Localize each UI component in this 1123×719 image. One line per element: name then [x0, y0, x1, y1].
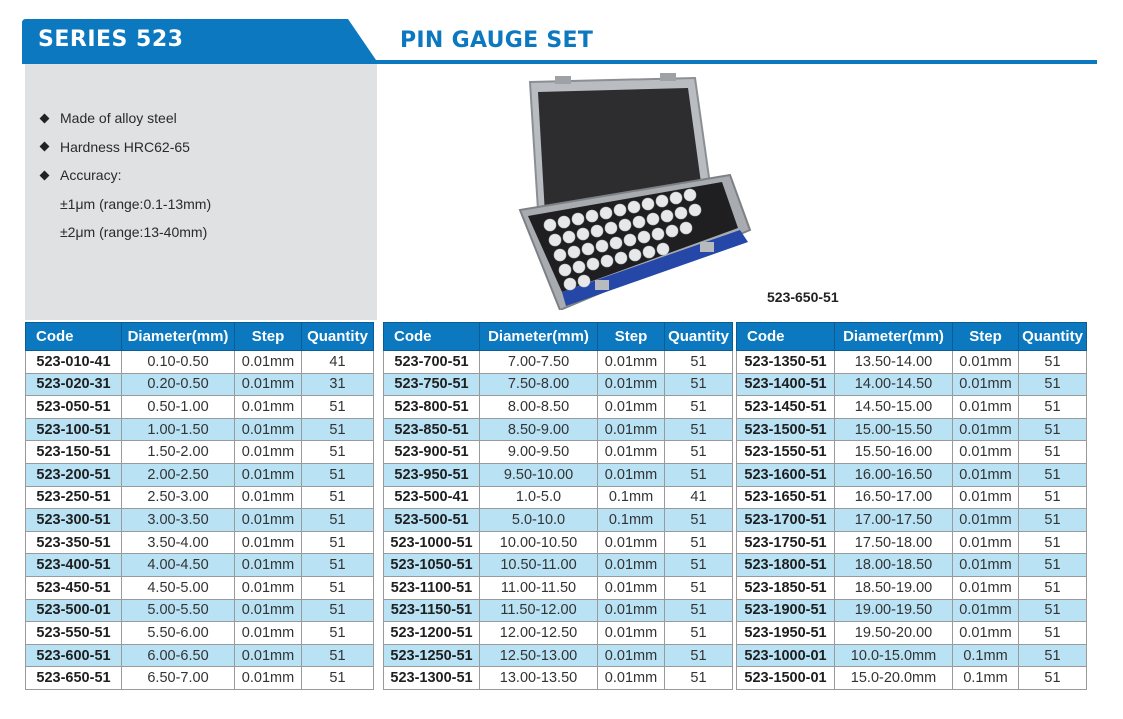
table-row	[737, 599, 1087, 622]
cell-code: 523-1000-01	[737, 644, 835, 667]
cell-code: 523-850-51	[384, 418, 480, 441]
table-row	[384, 351, 733, 374]
cell-quantity: 51	[1019, 373, 1087, 396]
cell-code: 523-1250-51	[384, 644, 480, 667]
cell-step: 0.01mm	[953, 373, 1019, 396]
cell-step: 0.01mm	[598, 351, 665, 374]
cell-quantity: 51	[1019, 576, 1087, 599]
cell-quantity: 51	[1019, 531, 1087, 554]
cell-step: 0.01mm	[598, 667, 665, 690]
table-row	[384, 576, 733, 599]
cell-diameter: 15.0-20.0mm	[835, 667, 953, 690]
cell-diameter: 18.50-19.00	[835, 576, 953, 599]
cell-quantity: 51	[1019, 396, 1087, 419]
series-label: SERIES 523	[38, 27, 184, 52]
cell-code: 523-1050-51	[384, 554, 480, 577]
cell-quantity: 41	[302, 351, 374, 374]
cell-step: 0.01mm	[598, 531, 665, 554]
cell-diameter: 10.50-11.00	[480, 554, 598, 577]
cell-step: 0.01mm	[953, 531, 1019, 554]
table-row	[737, 441, 1087, 464]
cell-diameter: 9.50-10.00	[480, 463, 598, 486]
col-header-step: Step	[235, 323, 302, 351]
cell-diameter: 2.50-3.00	[122, 486, 235, 509]
col-header-quantity: Quantity	[302, 323, 374, 351]
cell-quantity: 51	[665, 576, 733, 599]
table-row	[26, 373, 374, 396]
cell-step: 0.01mm	[235, 554, 302, 577]
cell-code: 523-700-51	[384, 351, 480, 374]
cell-code: 523-950-51	[384, 463, 480, 486]
cell-step: 0.01mm	[235, 576, 302, 599]
table-row	[737, 531, 1087, 554]
cell-code: 523-450-51	[26, 576, 122, 599]
cell-code: 523-050-51	[26, 396, 122, 419]
cell-quantity: 51	[1019, 509, 1087, 532]
cell-step: 0.01mm	[598, 373, 665, 396]
table-row	[384, 509, 733, 532]
table-row	[384, 667, 733, 690]
cell-code: 523-1950-51	[737, 622, 835, 645]
cell-step: 0.01mm	[953, 396, 1019, 419]
cell-code: 523-1100-51	[384, 576, 480, 599]
cell-diameter: 17.00-17.50	[835, 509, 953, 532]
table-row	[26, 463, 374, 486]
cell-diameter: 12.50-13.00	[480, 644, 598, 667]
cell-code: 523-1500-51	[737, 418, 835, 441]
cell-code: 523-750-51	[384, 373, 480, 396]
cell-diameter: 8.00-8.50	[480, 396, 598, 419]
cell-diameter: 1.00-1.50	[122, 418, 235, 441]
cell-diameter: 0.10-0.50	[122, 351, 235, 374]
cell-quantity: 51	[665, 418, 733, 441]
feature-item: Made of alloy steel	[38, 104, 211, 133]
feature-subitem: ±2μm (range:13-40mm)	[60, 224, 208, 241]
cell-step: 0.01mm	[953, 463, 1019, 486]
cell-quantity: 51	[665, 373, 733, 396]
cell-code: 523-1450-51	[737, 396, 835, 419]
cell-code: 523-800-51	[384, 396, 480, 419]
table-row	[384, 463, 733, 486]
col-header-code: Code	[384, 323, 480, 351]
table-row	[384, 599, 733, 622]
table-row	[737, 554, 1087, 577]
spec-table-3	[736, 322, 1087, 690]
cell-quantity: 51	[665, 644, 733, 667]
table-row	[737, 351, 1087, 374]
cell-code: 523-1600-51	[737, 463, 835, 486]
cell-quantity: 51	[1019, 463, 1087, 486]
cell-step: 0.01mm	[953, 554, 1019, 577]
table-row	[737, 373, 1087, 396]
table-row	[384, 622, 733, 645]
table-row	[737, 644, 1087, 667]
table-row	[737, 396, 1087, 419]
col-header-step: Step	[953, 323, 1019, 351]
cell-diameter: 3.00-3.50	[122, 509, 235, 532]
cell-diameter: 4.00-4.50	[122, 554, 235, 577]
cell-quantity: 51	[665, 441, 733, 464]
table-header-row	[384, 323, 733, 351]
cell-step: 0.01mm	[235, 351, 302, 374]
cell-step: 0.01mm	[235, 599, 302, 622]
table-row	[384, 418, 733, 441]
cell-diameter: 5.0-10.0	[480, 509, 598, 532]
cell-code: 523-1850-51	[737, 576, 835, 599]
cell-code: 523-500-51	[384, 509, 480, 532]
cell-step: 0.1mm	[598, 509, 665, 532]
cell-quantity: 51	[302, 463, 374, 486]
table-row	[26, 644, 374, 667]
cell-diameter: 15.50-16.00	[835, 441, 953, 464]
cell-diameter: 10.00-10.50	[480, 531, 598, 554]
cell-quantity: 51	[302, 576, 374, 599]
cell-code: 523-1200-51	[384, 622, 480, 645]
table-row	[26, 486, 374, 509]
diamond-bullet-icon	[40, 142, 50, 152]
cell-code: 523-400-51	[26, 554, 122, 577]
cell-code: 523-650-51	[26, 667, 122, 690]
cell-quantity: 51	[302, 396, 374, 419]
cell-step: 0.01mm	[235, 486, 302, 509]
product-image	[500, 70, 760, 310]
cell-diameter: 6.50-7.00	[122, 667, 235, 690]
table-row	[26, 599, 374, 622]
table-row	[384, 373, 733, 396]
cell-step: 0.1mm	[953, 667, 1019, 690]
cell-code: 523-550-51	[26, 622, 122, 645]
table-row	[26, 418, 374, 441]
col-header-diameter: Diameter(mm)	[835, 323, 953, 351]
cell-quantity: 51	[665, 509, 733, 532]
table-row	[26, 576, 374, 599]
cell-quantity: 51	[665, 667, 733, 690]
feature-item: Accuracy:	[38, 161, 211, 190]
cell-diameter: 11.50-12.00	[480, 599, 598, 622]
cell-step: 0.01mm	[953, 599, 1019, 622]
cell-step: 0.1mm	[953, 644, 1019, 667]
table-row	[384, 396, 733, 419]
cell-quantity: 51	[665, 554, 733, 577]
cell-diameter: 6.00-6.50	[122, 644, 235, 667]
cell-code: 523-1150-51	[384, 599, 480, 622]
cell-diameter: 1.50-2.00	[122, 441, 235, 464]
cell-quantity: 51	[1019, 418, 1087, 441]
cell-step: 0.01mm	[953, 509, 1019, 532]
cell-diameter: 3.50-4.00	[122, 531, 235, 554]
cell-quantity: 51	[302, 486, 374, 509]
spec-table-2	[383, 322, 733, 690]
cell-diameter: 1.0-5.0	[480, 486, 598, 509]
table-row	[384, 441, 733, 464]
cell-diameter: 7.00-7.50	[480, 351, 598, 374]
cell-quantity: 51	[665, 396, 733, 419]
cell-code: 523-1900-51	[737, 599, 835, 622]
cell-step: 0.01mm	[598, 463, 665, 486]
cell-quantity: 51	[1019, 644, 1087, 667]
diamond-bullet-icon	[40, 170, 50, 180]
cell-step: 0.01mm	[235, 622, 302, 645]
table-row	[26, 667, 374, 690]
table-row	[26, 531, 374, 554]
cell-diameter: 8.50-9.00	[480, 418, 598, 441]
cell-quantity: 51	[302, 509, 374, 532]
cell-quantity: 31	[302, 373, 374, 396]
page-title: PIN GAUGE SET	[400, 28, 594, 53]
col-header-step: Step	[598, 323, 665, 351]
cell-step: 0.01mm	[598, 622, 665, 645]
cell-quantity: 51	[1019, 554, 1087, 577]
table-row	[737, 667, 1087, 690]
cell-code: 523-150-51	[26, 441, 122, 464]
cell-quantity: 51	[1019, 622, 1087, 645]
table-row	[384, 486, 733, 509]
cell-quantity: 51	[302, 667, 374, 690]
cell-step: 0.01mm	[953, 441, 1019, 464]
cell-step: 0.01mm	[235, 644, 302, 667]
col-header-quantity: Quantity	[1019, 323, 1087, 351]
cell-diameter: 17.50-18.00	[835, 531, 953, 554]
cell-diameter: 0.50-1.00	[122, 396, 235, 419]
cell-diameter: 14.50-15.00	[835, 396, 953, 419]
cell-step: 0.01mm	[235, 531, 302, 554]
cell-diameter: 13.00-13.50	[480, 667, 598, 690]
cell-step: 0.01mm	[598, 554, 665, 577]
diamond-bullet-icon	[40, 113, 50, 123]
cell-code: 523-500-41	[384, 486, 480, 509]
cell-quantity: 41	[665, 486, 733, 509]
cell-quantity: 51	[1019, 351, 1087, 374]
table-row	[737, 622, 1087, 645]
cell-diameter: 5.00-5.50	[122, 599, 235, 622]
table-row	[737, 576, 1087, 599]
cell-step: 0.01mm	[235, 418, 302, 441]
cell-quantity: 51	[302, 531, 374, 554]
cell-quantity: 51	[1019, 441, 1087, 464]
cell-quantity: 51	[302, 418, 374, 441]
cell-diameter: 18.00-18.50	[835, 554, 953, 577]
cell-code: 523-1500-01	[737, 667, 835, 690]
cell-diameter: 13.50-14.00	[835, 351, 953, 374]
cell-step: 0.01mm	[598, 396, 665, 419]
table-row	[737, 418, 1087, 441]
cell-code: 523-1000-51	[384, 531, 480, 554]
cell-quantity: 51	[1019, 486, 1087, 509]
table-row	[384, 531, 733, 554]
spec-table-1	[25, 322, 374, 690]
cell-step: 0.01mm	[235, 373, 302, 396]
col-header-code: Code	[26, 323, 122, 351]
cell-diameter: 5.50-6.00	[122, 622, 235, 645]
table-row	[737, 463, 1087, 486]
cell-diameter: 2.00-2.50	[122, 463, 235, 486]
cell-diameter: 19.00-19.50	[835, 599, 953, 622]
cell-quantity: 51	[665, 531, 733, 554]
cell-diameter: 16.50-17.00	[835, 486, 953, 509]
feature-subitem: ±1μm (range:0.1-13mm)	[60, 195, 212, 212]
cell-code: 523-200-51	[26, 463, 122, 486]
col-header-diameter: Diameter(mm)	[480, 323, 598, 351]
cell-step: 0.01mm	[953, 418, 1019, 441]
cell-code: 523-1300-51	[384, 667, 480, 690]
cell-diameter: 9.00-9.50	[480, 441, 598, 464]
cell-step: 0.01mm	[598, 599, 665, 622]
cell-code: 523-010-41	[26, 351, 122, 374]
cell-code: 523-1400-51	[737, 373, 835, 396]
cell-quantity: 51	[665, 463, 733, 486]
cell-code: 523-350-51	[26, 531, 122, 554]
cell-quantity: 51	[302, 644, 374, 667]
cell-quantity: 51	[302, 554, 374, 577]
cell-step: 0.01mm	[953, 576, 1019, 599]
cell-step: 0.01mm	[235, 441, 302, 464]
cell-code: 523-1700-51	[737, 509, 835, 532]
table-row	[26, 351, 374, 374]
cell-code: 523-300-51	[26, 509, 122, 532]
cell-code: 523-900-51	[384, 441, 480, 464]
cell-quantity: 51	[1019, 599, 1087, 622]
cell-diameter: 14.00-14.50	[835, 373, 953, 396]
cell-step: 0.1mm	[598, 486, 665, 509]
cell-code: 523-600-51	[26, 644, 122, 667]
cell-step: 0.01mm	[598, 576, 665, 599]
cell-code: 523-1800-51	[737, 554, 835, 577]
cell-diameter: 0.20-0.50	[122, 373, 235, 396]
cell-code: 523-020-31	[26, 373, 122, 396]
col-header-quantity: Quantity	[665, 323, 733, 351]
table-row	[384, 554, 733, 577]
table-row	[737, 509, 1087, 532]
cell-step: 0.01mm	[598, 644, 665, 667]
table-row	[384, 644, 733, 667]
table-header-row	[737, 323, 1087, 351]
feature-item: Hardness HRC62-65	[38, 133, 211, 162]
cell-code: 523-1550-51	[737, 441, 835, 464]
cell-code: 523-1650-51	[737, 486, 835, 509]
feature-list	[38, 104, 211, 247]
cell-diameter: 16.00-16.50	[835, 463, 953, 486]
cell-step: 0.01mm	[953, 486, 1019, 509]
cell-quantity: 51	[665, 599, 733, 622]
cell-code: 523-100-51	[26, 418, 122, 441]
cell-diameter: 11.00-11.50	[480, 576, 598, 599]
cell-step: 0.01mm	[953, 351, 1019, 374]
cell-step: 0.01mm	[235, 667, 302, 690]
cell-quantity: 51	[302, 441, 374, 464]
cell-step: 0.01mm	[953, 622, 1019, 645]
cell-diameter: 4.50-5.00	[122, 576, 235, 599]
cell-quantity: 51	[665, 351, 733, 374]
table-row	[26, 554, 374, 577]
cell-quantity: 51	[665, 622, 733, 645]
cell-diameter: 7.50-8.00	[480, 373, 598, 396]
cell-diameter: 19.50-20.00	[835, 622, 953, 645]
cell-step: 0.01mm	[235, 396, 302, 419]
cell-diameter: 10.0-15.0mm	[835, 644, 953, 667]
cell-code: 523-250-51	[26, 486, 122, 509]
table-header-row	[26, 323, 374, 351]
table-row	[26, 509, 374, 532]
cell-code: 523-500-01	[26, 599, 122, 622]
cell-quantity: 51	[302, 622, 374, 645]
cell-quantity: 51	[1019, 667, 1087, 690]
table-row	[26, 622, 374, 645]
cell-step: 0.01mm	[598, 441, 665, 464]
table-row	[26, 396, 374, 419]
cell-step: 0.01mm	[235, 509, 302, 532]
table-row	[737, 486, 1087, 509]
cell-diameter: 12.00-12.50	[480, 622, 598, 645]
col-header-diameter: Diameter(mm)	[122, 323, 235, 351]
table-row	[26, 441, 374, 464]
cell-step: 0.01mm	[598, 418, 665, 441]
cell-code: 523-1750-51	[737, 531, 835, 554]
cell-quantity: 51	[302, 599, 374, 622]
col-header-code: Code	[737, 323, 835, 351]
cell-step: 0.01mm	[235, 463, 302, 486]
product-code-caption: 523-650-51	[767, 289, 839, 305]
cell-code: 523-1350-51	[737, 351, 835, 374]
cell-diameter: 15.00-15.50	[835, 418, 953, 441]
